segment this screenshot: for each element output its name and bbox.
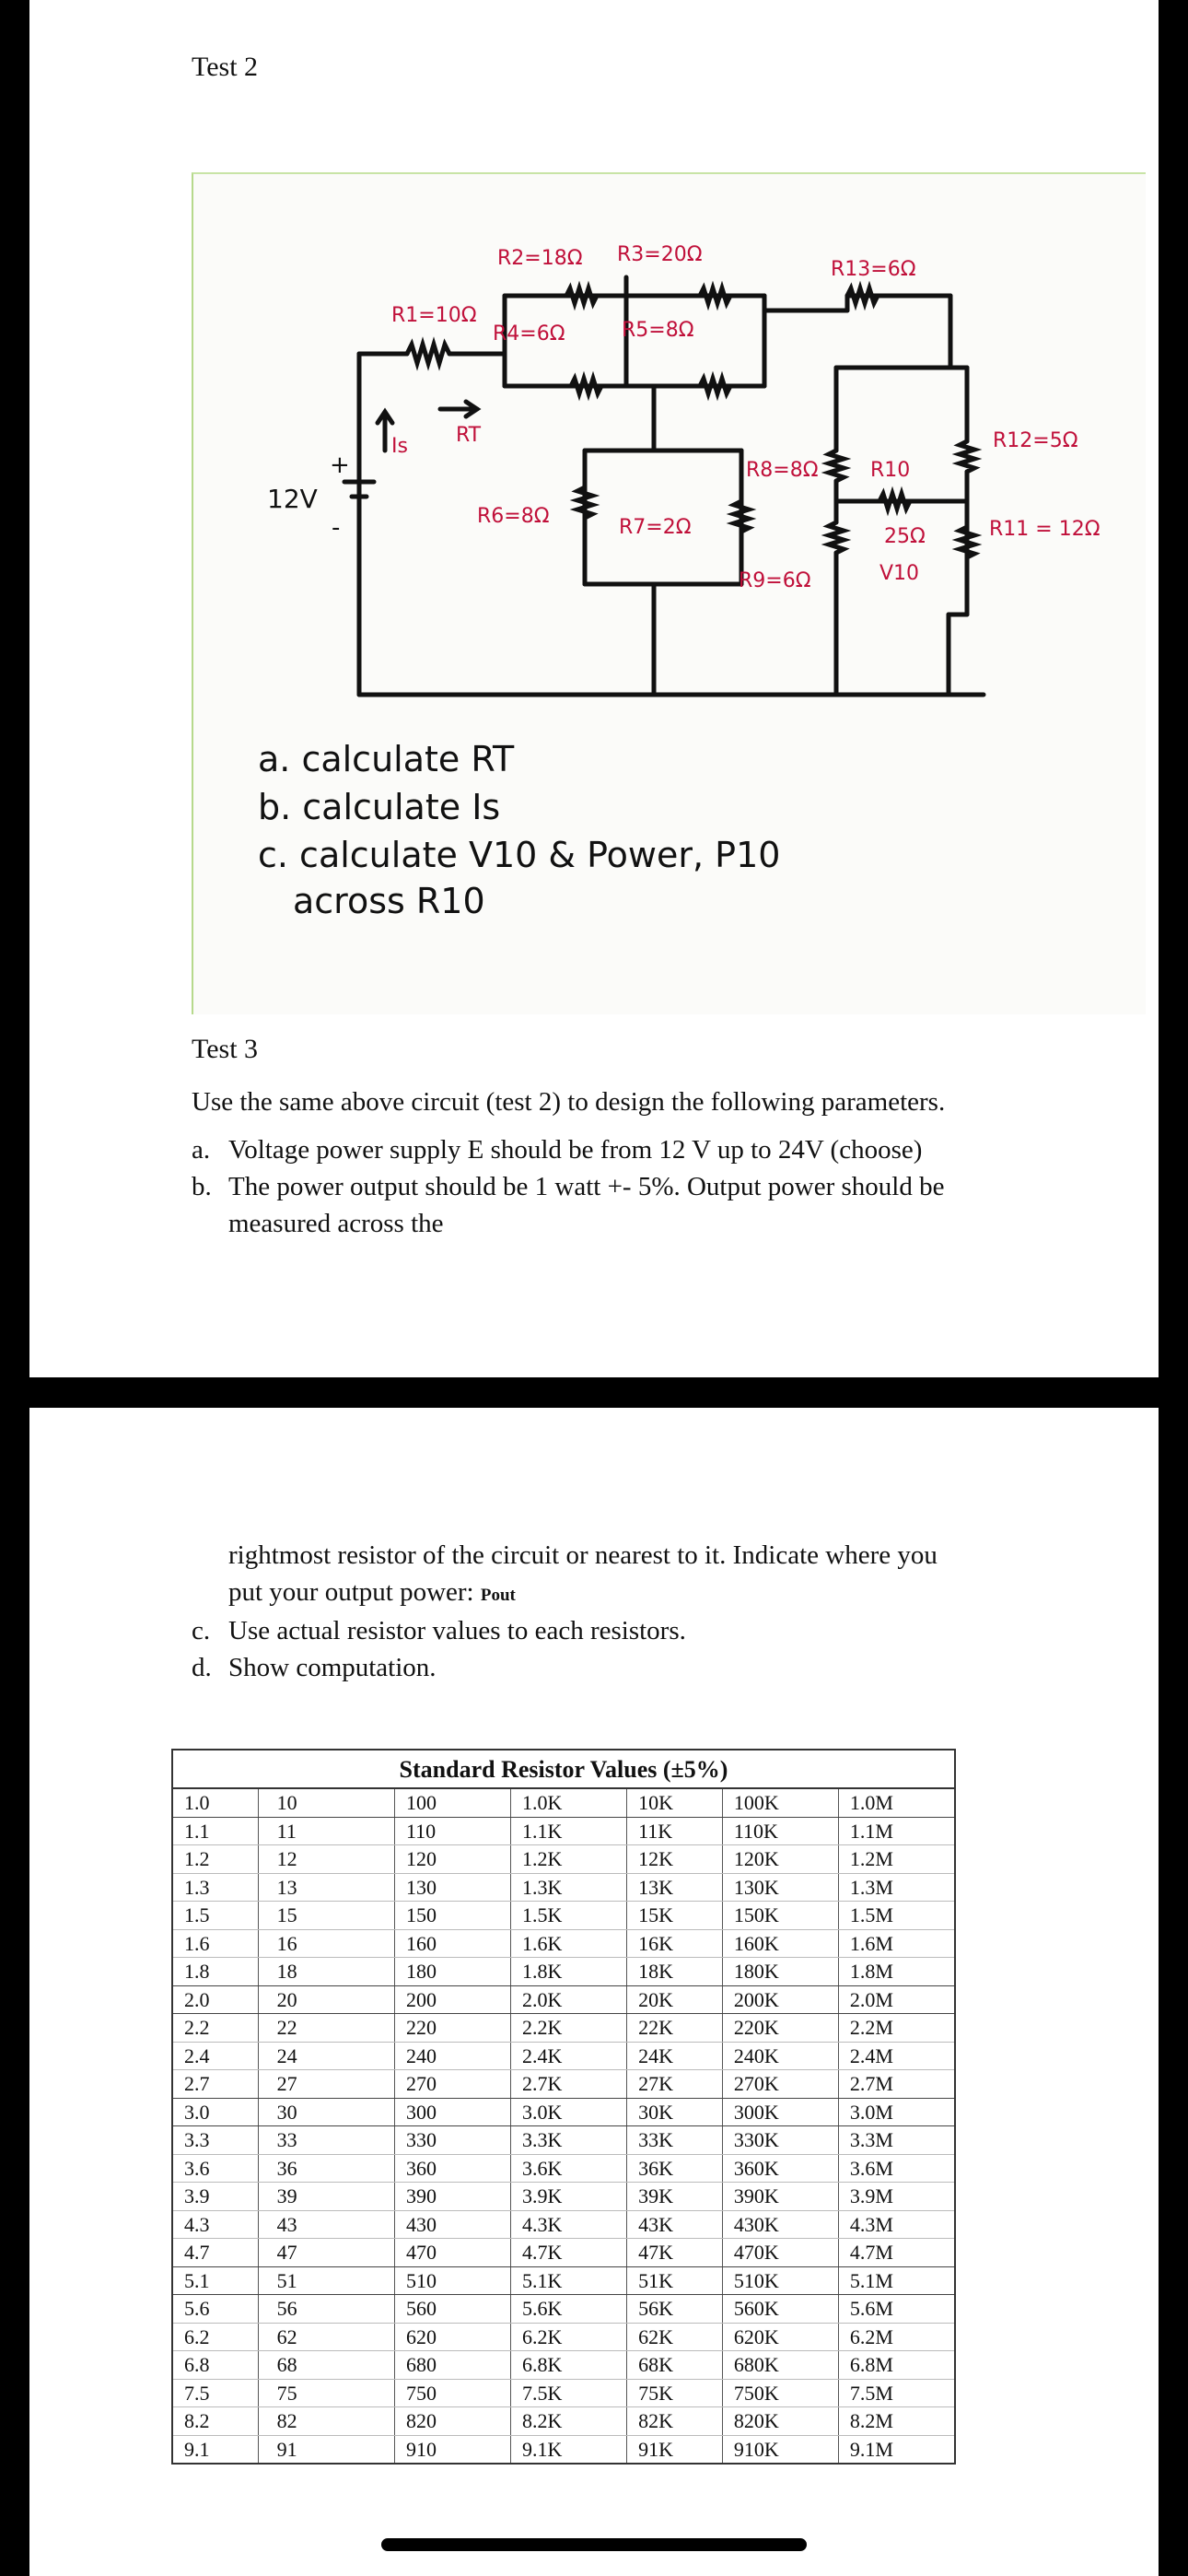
label-is: Is [391,435,408,458]
table-cell: 7.5 [172,2379,258,2407]
list-item: a. Voltage power supply E should be from 12 V up to 24V (choose) [192,1135,923,1165]
table-cell: 2.4M [838,2042,955,2070]
table-cell: 33K [627,2126,723,2155]
table-cell: 30 [258,2098,394,2126]
table-cell: 750K [722,2379,838,2407]
table-cell: 1.1K [511,1817,627,1845]
table-cell: 6.8M [838,2351,955,2380]
table-cell: 820 [395,2407,511,2436]
label-r10: R10 [870,459,911,482]
table-cell: 750 [395,2379,511,2407]
table-cell: 6.2 [172,2323,258,2351]
table-row [172,2295,955,2324]
table-cell: 270K [722,2070,838,2099]
table-cell: 9.1M [838,2435,955,2464]
table-cell: 36K [627,2154,723,2183]
table-row [172,1929,955,1958]
table-cell: 9.1K [511,2435,627,2464]
table-cell: 27 [258,2070,394,2099]
table-cell: 15K [627,1902,723,1930]
label-r6: R6=8Ω [477,505,550,528]
table-cell: 2.0 [172,1985,258,2014]
table-cell: 4.3 [172,2210,258,2239]
table-cell: 910 [395,2435,511,2464]
test3-list-1 [192,1131,1122,1242]
test3-list-2 [192,1612,1122,1686]
table-cell: 200 [395,1985,511,2014]
table-cell: 1.2K [511,1845,627,1874]
table-cell: 1.8K [511,1958,627,1986]
table-cell: 11K [627,1817,723,1845]
table-cell: 3.3M [838,2126,955,2155]
table-cell: 620K [722,2323,838,2351]
home-indicator[interactable] [381,2538,807,2551]
table-cell: 9.1 [172,2435,258,2464]
table-cell: 3.6K [511,2154,627,2183]
table-cell: 22 [258,2014,394,2043]
table-cell: 680K [722,2351,838,2380]
table-cell: 1.2M [838,1845,955,1874]
table-cell: 16K [627,1929,723,1958]
table-cell: 7.5M [838,2379,955,2407]
table-row [172,2239,955,2267]
table-cell: 2.7 [172,2070,258,2099]
table-cell: 110K [722,1817,838,1845]
label-r10-value: 25Ω [884,525,926,548]
table-row [172,2323,955,2351]
table-cell: 1.6 [172,1929,258,1958]
table-cell: 6.8K [511,2351,627,2380]
table-cell: 3.3K [511,2126,627,2155]
table-cell: 2.2K [511,2014,627,2043]
label-r2: R2=18Ω [497,247,583,270]
table-cell: 100 [395,1788,511,1817]
table-row [172,2183,955,2211]
test3-heading: Test 3 [192,1034,259,1064]
table-row [172,2210,955,2239]
test2-heading: Test 2 [192,52,259,82]
table-cell: 5.1M [838,2266,955,2295]
table-cell: 180K [722,1958,838,1986]
table-row [172,1817,955,1845]
table-cell: 56 [258,2295,394,2324]
table-cell: 43 [258,2210,394,2239]
table-cell: 130 [395,1873,511,1902]
table-cell: 330 [395,2126,511,2155]
table-cell: 470K [722,2239,838,2267]
label-r7: R7=2Ω [619,516,692,539]
table-cell: 5.6M [838,2295,955,2324]
table-cell: 91 [258,2435,394,2464]
table-cell: 2.4 [172,2042,258,2070]
table-row [172,1902,955,1930]
table-cell: 300 [395,2098,511,2126]
table-row [172,2379,955,2407]
table-cell: 22K [627,2014,723,2043]
table-cell: 8.2M [838,2407,955,2436]
table-cell: 18 [258,1958,394,1986]
table-cell: 1.8M [838,1958,955,1986]
table-cell: 120 [395,1845,511,1874]
table-cell: 2.2M [838,2014,955,2043]
table-row [172,1873,955,1902]
table-cell: 12K [627,1845,723,1874]
table-cell: 43K [627,2210,723,2239]
label-source: 12V [267,484,318,514]
table-cell: 360K [722,2154,838,2183]
table-row [172,2070,955,2099]
circuit-photo [192,172,1146,1014]
table-cell: 10K [627,1788,723,1817]
table-row [172,2126,955,2155]
task-a: a. calculate RT [258,739,515,779]
table-cell: 20K [627,1985,723,2014]
table-cell: 1.1M [838,1817,955,1845]
table-cell: 560 [395,2295,511,2324]
label-v10: V10 [879,562,920,585]
table-cell: 39 [258,2183,394,2211]
table-cell: 100K [722,1788,838,1817]
table-cell: 1.1 [172,1817,258,1845]
table-cell: 3.9M [838,2183,955,2211]
table-cell: 1.6K [511,1929,627,1958]
table-cell: 130K [722,1873,838,1902]
table-cell: 56K [627,2295,723,2324]
table-cell: 300K [722,2098,838,2126]
table-cell: 4.7 [172,2239,258,2267]
table-cell: 680 [395,2351,511,2380]
table-cell: 51 [258,2266,394,2295]
table-cell: 75 [258,2379,394,2407]
table-cell: 3.0K [511,2098,627,2126]
table-row [172,2154,955,2183]
table-cell: 1.5 [172,1902,258,1930]
table-cell: 12 [258,1845,394,1874]
table-row [172,1958,955,1986]
table-cell: 91K [627,2435,723,2464]
table-row [172,2042,955,2070]
table-cell: 3.0M [838,2098,955,2126]
table-cell: 36 [258,2154,394,2183]
table-row [172,1845,955,1874]
table-cell: 1.3 [172,1873,258,1902]
table-cell: 3.3 [172,2126,258,2155]
table-cell: 51K [627,2266,723,2295]
label-r11: R11 = 12Ω [989,518,1101,541]
table-cell: 2.0K [511,1985,627,2014]
label-r8: R8=8Ω [746,459,819,482]
table-cell: 220 [395,2014,511,2043]
table-cell: 1.0 [172,1788,258,1817]
table-row [172,2435,955,2464]
label-r4: R4=6Ω [493,322,565,345]
table-cell: 560K [722,2295,838,2324]
list-item: d. Show computation. [192,1653,437,1682]
table-cell: 4.3M [838,2210,955,2239]
table-cell: 1.5M [838,1902,955,1930]
table-cell: 430 [395,2210,511,2239]
table-cell: 390K [722,2183,838,2211]
table-cell: 5.6K [511,2295,627,2324]
table-cell: 240 [395,2042,511,2070]
table-cell: 1.3M [838,1873,955,1902]
standard-resistor-values-table [171,1749,956,2465]
table-cell: 270 [395,2070,511,2099]
table-cell: 510K [722,2266,838,2295]
table-cell: 510 [395,2266,511,2295]
table-cell: 62 [258,2323,394,2351]
table-cell: 330K [722,2126,838,2155]
table-cell: 75K [627,2379,723,2407]
table-cell: 8.2 [172,2407,258,2436]
table-cell: 3.6 [172,2154,258,2183]
list-item: c. Use actual resistor values to each resistors. [192,1616,686,1645]
table-cell: 160 [395,1929,511,1958]
table-row [172,2014,955,2043]
table-cell: 2.4K [511,2042,627,2070]
table-cell: 1.8 [172,1958,258,1986]
table-cell: 4.7M [838,2239,955,2267]
table-row [172,1985,955,2014]
table-cell: 1.3K [511,1873,627,1902]
table-cell: 39K [627,2183,723,2211]
label-rt: RT [456,424,482,447]
table-cell: 5.1 [172,2266,258,2295]
table-cell: 180 [395,1958,511,1986]
table-cell: 7.5K [511,2379,627,2407]
table-cell: 3.0 [172,2098,258,2126]
table-cell: 68 [258,2351,394,2380]
table-cell: 1.2 [172,1845,258,1874]
table-cell: 620 [395,2323,511,2351]
table-cell: 3.9 [172,2183,258,2211]
document-page-1 [29,0,1159,1377]
table-cell: 13 [258,1873,394,1902]
table-cell: 110 [395,1817,511,1845]
task-b: b. calculate Is [258,787,501,827]
table-cell: 47 [258,2239,394,2267]
table-cell: 1.5K [511,1902,627,1930]
table-cell: 2.7K [511,2070,627,2099]
label-r12: R12=5Ω [993,429,1078,452]
table-cell: 4.3K [511,2210,627,2239]
list-item-continued: measured across the [228,1209,444,1238]
table-cell: 910K [722,2435,838,2464]
table-cell: 6.2M [838,2323,955,2351]
table-cell: 4.7K [511,2239,627,2267]
table-cell: 18K [627,1958,723,1986]
table-row [172,2098,955,2126]
table-cell: 24 [258,2042,394,2070]
table-cell: 240K [722,2042,838,2070]
list-item: b. The power output should be 1 watt +- 5%. Output power should be [192,1172,945,1201]
pout-label: Pout [480,1586,516,1605]
test3-intro: Use the same above circuit (test 2) to design the following parameters. [192,1087,946,1117]
table-cell: 390 [395,2183,511,2211]
table-cell: 1.0M [838,1788,955,1817]
table-cell: 62K [627,2323,723,2351]
table-cell: 15 [258,1902,394,1930]
table-cell: 150 [395,1902,511,1930]
table-cell: 13K [627,1873,723,1902]
task-c: c. calculate V10 & Power, P10 [258,835,781,875]
table-cell: 6.2K [511,2323,627,2351]
table-row [172,2266,955,2295]
label-r9: R9=6Ω [739,569,811,592]
circuit-diagram [193,174,1146,1014]
table-cell: 47K [627,2239,723,2267]
table-cell: 33 [258,2126,394,2155]
label-plus: + [330,451,350,479]
table-cell: 1.6M [838,1929,955,1958]
table-cell: 5.1K [511,2266,627,2295]
table-cell: 120K [722,1845,838,1874]
table-cell: 160K [722,1929,838,1958]
table-row [172,2407,955,2436]
label-r1: R1=10Ω [391,304,477,327]
label-r5: R5=8Ω [622,319,694,342]
table-row [172,1788,955,1817]
table-cell: 82K [627,2407,723,2436]
table-cell: 220K [722,2014,838,2043]
table-title: Standard Resistor Values (±5%) [171,1749,956,1787]
table-cell: 27K [627,2070,723,2099]
table-cell: 30K [627,2098,723,2126]
table-cell: 430K [722,2210,838,2239]
table-cell: 150K [722,1902,838,1930]
table-cell: 6.8 [172,2351,258,2380]
label-minus: - [332,514,341,542]
label-r13: R13=6Ω [831,258,916,281]
table-cell: 11 [258,1817,394,1845]
table-cell: 16 [258,1929,394,1958]
table-cell: 8.2K [511,2407,627,2436]
table-cell: 5.6 [172,2295,258,2324]
task-c-cont: across R10 [293,881,485,921]
table-cell: 360 [395,2154,511,2183]
table-cell: 10 [258,1788,394,1817]
table-cell: 200K [722,1985,838,2014]
table-cell: 470 [395,2239,511,2267]
label-r3: R3=20Ω [617,243,703,266]
table-cell: 3.9K [511,2183,627,2211]
table-cell: 24K [627,2042,723,2070]
table-cell: 820K [722,2407,838,2436]
table-cell: 20 [258,1985,394,2014]
table-cell: 68K [627,2351,723,2380]
table-cell: 1.0K [511,1788,627,1817]
table-cell: 2.2 [172,2014,258,2043]
table-row [172,2351,955,2380]
table-cell: 3.6M [838,2154,955,2183]
table-cell: 82 [258,2407,394,2436]
table-cell: 2.0M [838,1985,955,2014]
table-cell: 2.7M [838,2070,955,2099]
item-b-continued: rightmost resistor of the circuit or nearest to it. Indicate where you put your output power: Pout [228,1540,938,1607]
